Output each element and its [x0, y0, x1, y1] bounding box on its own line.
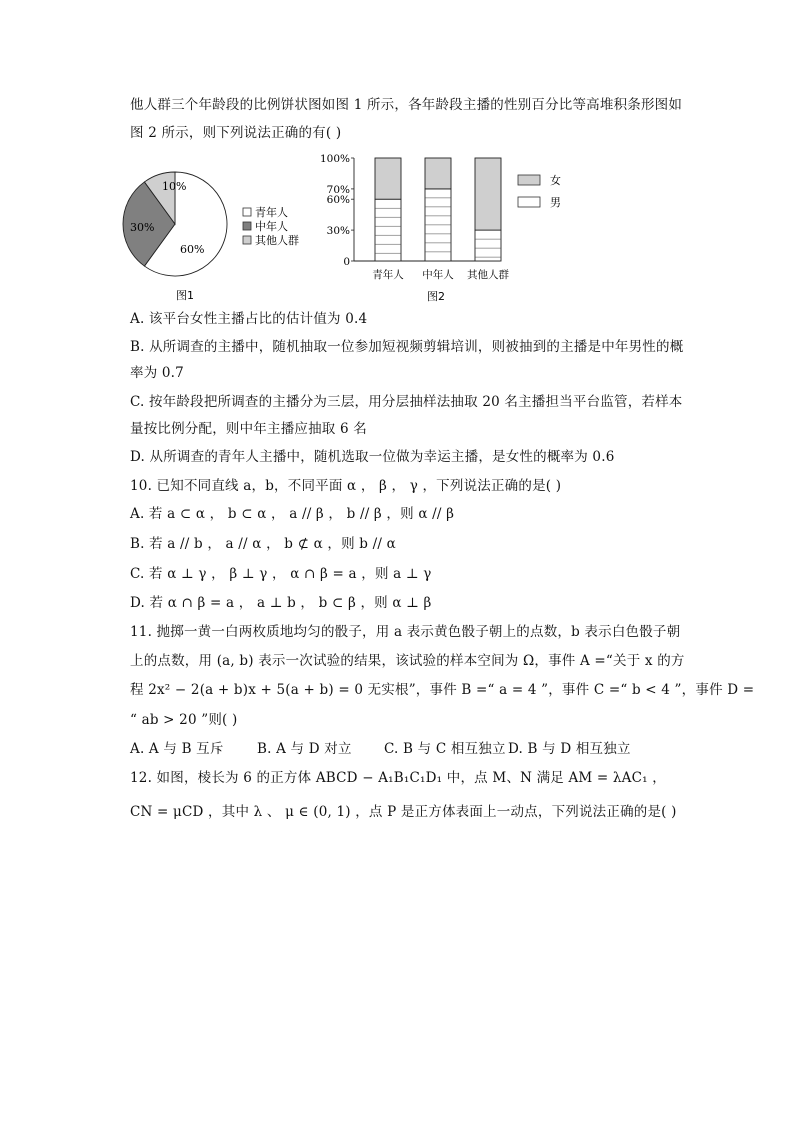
- x-category-label: 中年人: [422, 269, 454, 281]
- q11-option-a: A. A 与 B 互斥: [130, 741, 224, 757]
- q10-option-d: D. 若 α ∩ β = a ， a ⊥ b ， b ⊂ β ，则 α ⊥ β: [130, 595, 432, 611]
- y-tick-label: 70%: [326, 183, 350, 196]
- x-category-label: 青年人: [372, 269, 404, 281]
- bar-legend: [518, 173, 561, 209]
- bar-marks: [375, 158, 501, 261]
- q9-option-b-line-1: B. 从所调查的主播中，随机抽取一位参加短视频剪辑培训，则被抽到的主播是中年男性的概: [130, 339, 684, 355]
- bar-female-2: [475, 158, 501, 230]
- q9-option-b-line-2: 率为 0.7: [130, 365, 184, 381]
- x-category-labels: [372, 268, 509, 281]
- q12-line-2: CN = μCD ，其中 λ 、 μ ∈ (0, 1) ，点 P 是正方体表面上一动点，下列说法正确的是( ): [130, 804, 677, 820]
- intro-line-2: 图 2 所示，则下列说法正确的有( ): [130, 125, 342, 141]
- q11-options-row: [130, 740, 631, 758]
- legend-label-middle: 中年人: [255, 220, 288, 233]
- figure-2-caption: 图2: [427, 290, 445, 303]
- legend-label-other: 其他人群: [255, 234, 299, 247]
- intro-line-1: 他人群三个年龄段的比例饼状图如图 1 所示，各年龄段主播的性别百分比等高堆积条形图如: [130, 97, 683, 113]
- bar-male-0: [375, 199, 401, 261]
- y-tick-label: 60%: [326, 194, 350, 207]
- q11-option-d: D. B 与 D 相互独立: [508, 741, 631, 757]
- pie-chart-figure-1: [118, 165, 318, 305]
- legend-swatch-other: [243, 236, 251, 244]
- q9-option-c-line-2: 量按比例分配，则中年主播应抽取 6 名: [130, 421, 367, 437]
- q11-line-3: 程 2x² − 2(a + b)x + 5(a + b) = 0 无实根”，事件 B =“ a = 4 ”，事件 C =“ b < 4 ”，事件 D =: [130, 682, 755, 698]
- x-category-label: 其他人群: [467, 269, 509, 281]
- figure-1-caption: 图1: [176, 289, 194, 302]
- y-tick-label: 100%: [319, 153, 350, 165]
- q9-option-c-line-1: C. 按年龄段把所调查的主播分为三层，用分层抽样法抽取 20 名主播担当平台监管，若样本: [130, 394, 683, 410]
- bar-male-2: [475, 230, 501, 261]
- pie-legend: [243, 205, 299, 247]
- q11-option-c: C. B 与 C 相互独立: [384, 741, 506, 757]
- legend-swatch-female: [518, 175, 540, 185]
- q10-stem: 10. 已知不同直线 a，b，不同平面 α ， β ， γ ，下列说法正确的是( ): [130, 478, 562, 494]
- y-tick-label: 30%: [326, 225, 350, 238]
- y-tick-label: 0: [343, 256, 350, 268]
- legend-label-young: 青年人: [255, 206, 288, 219]
- q9-option-a: A. 该平台女性主播占比的估计值为 0.4: [130, 311, 368, 327]
- q11-line-2: 上的点数，用 (a, b) 表示一次试验的结果，该试验的样本空间为 Ω，事件 A =“关于 x 的方: [130, 653, 685, 669]
- legend-swatch-middle: [243, 222, 251, 230]
- legend-swatch-young: [243, 208, 251, 216]
- pie-slice-label-60: 60%: [180, 243, 205, 256]
- q10-option-c: C. 若 α ⊥ γ ， β ⊥ γ ， α ∩ β = a ，则 a ⊥ γ: [130, 566, 432, 582]
- q10-option-a: A. 若 a ⊂ α ， b ⊂ α ， a // β ， b // β ，则 α // β: [130, 506, 455, 522]
- pie-slice-label-30: 30%: [130, 221, 155, 234]
- q10-option-b: B. 若 a // b ， a // α ， b ⊄ α ，则 b // α: [130, 536, 396, 552]
- legend-label-female: 女: [550, 174, 561, 187]
- bar-female-0: [375, 158, 401, 199]
- q9-option-d: D. 从所调查的青年人主播中，随机选取一位做为幸运主播，是女性的概率为 0.6: [130, 449, 615, 465]
- pie-slice-label-10: 10%: [162, 180, 187, 193]
- legend-swatch-male: [518, 197, 540, 207]
- legend-label-male: 男: [550, 196, 561, 209]
- stacked-bar-chart-figure-2: [318, 148, 578, 306]
- y-tick-labels: [320, 153, 354, 268]
- q11-line-4: “ ab > 20 ”则( ): [130, 712, 238, 728]
- q12-line-1: 12. 如图，棱长为 6 的正方体 ABCD − A₁B₁C₁D₁ 中，点 M、N 满足 AM = λAC₁ ，: [130, 770, 666, 786]
- q11-line-1: 11. 抛掷一黄一白两枚质地均匀的骰子，用 a 表示黄色骰子朝上的点数，b 表示白色骰子朝: [130, 624, 681, 640]
- bar-female-1: [425, 158, 451, 189]
- q11-option-b: B. A 与 D 对立: [257, 741, 352, 757]
